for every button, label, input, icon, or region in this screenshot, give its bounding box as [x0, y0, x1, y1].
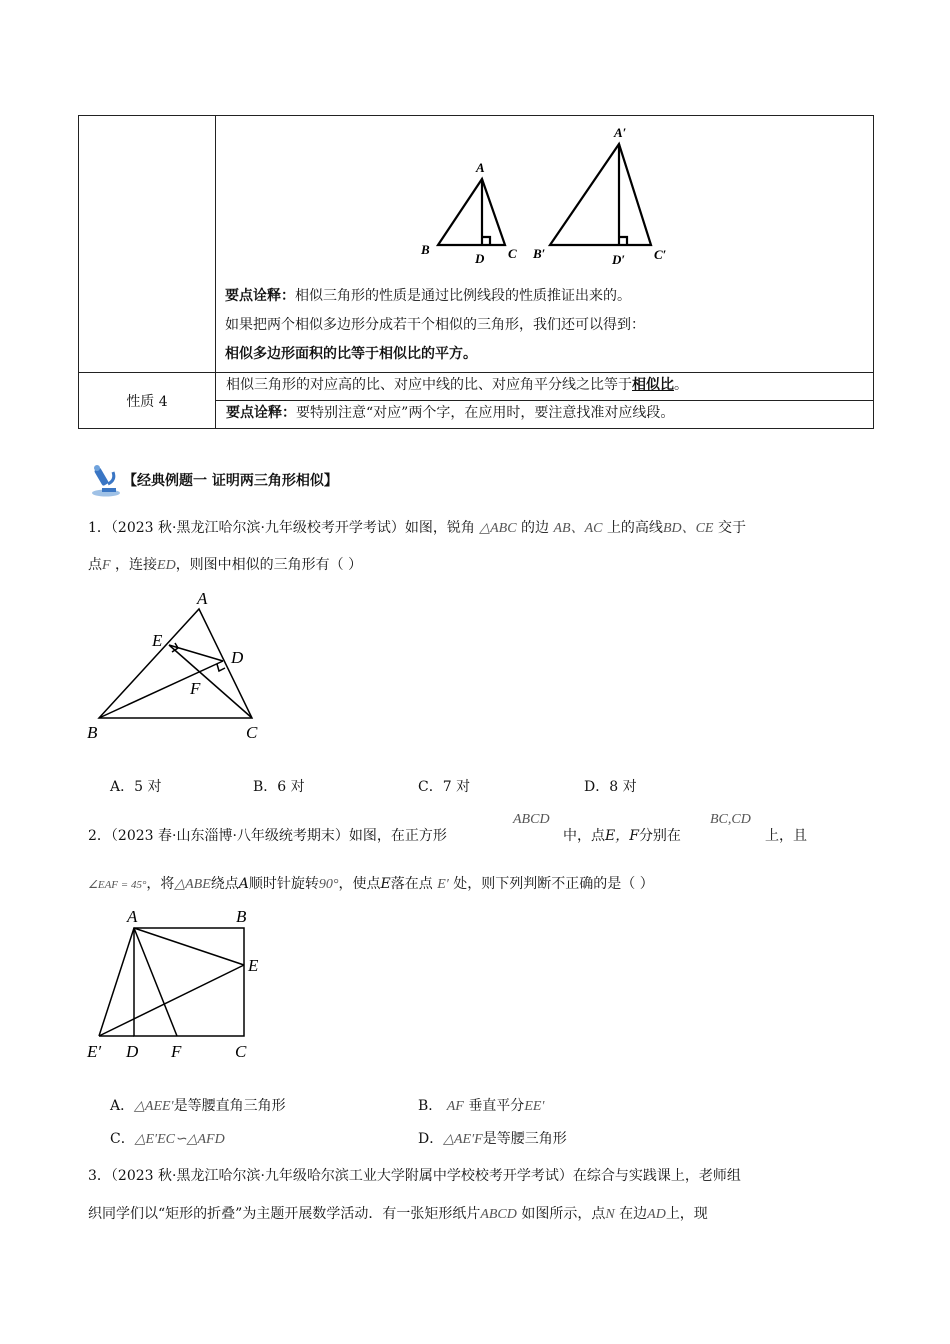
q1-option-b[interactable]: B．6 对 [253, 779, 305, 795]
label-B-prime: B′ [533, 246, 546, 261]
table-cell-empty [79, 116, 216, 373]
q2-line1b: 中，点E，F分别在 [563, 828, 681, 844]
q2-label-F: F [171, 1042, 182, 1061]
q1-option-a[interactable]: A．5 对 [110, 779, 162, 795]
q3-line1: 3．（2023 秋·黑龙江哈尔滨·九年级哈尔滨工业大学附属中学校校考开学考试）在综合与实践课上，老师组 [88, 1168, 741, 1184]
q2-option-c[interactable]: C．△E′EC∽△AFD [110, 1131, 225, 1147]
property-table [78, 115, 874, 429]
section-title: 【经典例题一 证明两三角形相似】 [123, 473, 338, 489]
q1-label-D: D [231, 648, 244, 667]
q2-line1c: 上，且 [765, 828, 807, 844]
note1-line2: 如果把两个相似多边形分成若干个相似的三角形，我们还可以得到： [225, 317, 645, 333]
q2-label-B: B [236, 907, 247, 926]
q1-line1: 1．（2023 秋·黑龙江哈尔滨·九年级校考开学考试）如图，锐角 △ABC 的边 AB、AC 上的高线BD、CE 交于 [88, 520, 746, 536]
q2-line2: ∠EAF = 45°，将△ABE绕点A顺时针旋转90°，使点E落在点 E′ 处，则下列判断不正确的是（ ） [88, 876, 654, 892]
q2-line1: 2．（2023 春·山东淄博·八年级统考期末）如图，在正方形 [88, 828, 447, 844]
q2-label-A: A [127, 907, 138, 926]
q1-figure [80, 585, 280, 745]
prop4-label-cell [79, 373, 216, 429]
q1-label-A: A [197, 589, 208, 608]
q1-label-E: E [152, 631, 163, 650]
q1-line2: 点F ，连接ED，则图中相似的三角形有（ ） [88, 557, 363, 573]
microscope-icon [88, 462, 124, 498]
q1-label-C: C [246, 723, 258, 742]
note2-cell: 要点诠释：要特别注意“对应”两个字，在应用时，要注意找准对应线段。 [216, 401, 874, 429]
similar-triangles-figure [216, 116, 873, 291]
q3-line2: 织同学们以“矩形的折叠”为主题开展数学活动．有一张矩形纸片ABCD 如图所示，点N 在边AD上，现 [88, 1206, 708, 1222]
q1-option-d[interactable]: D．8 对 [584, 779, 637, 795]
prop4-text-cell: 相似三角形的对应高的比、对应中线的比、对应角平分线之比等于相似比。 [216, 373, 874, 401]
label-A: A [476, 160, 485, 175]
label-C: C [508, 246, 517, 261]
label-D: D [475, 251, 485, 266]
q2-label-C: C [235, 1042, 247, 1061]
note1: 要点诠释：相似三角形的性质是通过比例线段的性质推证出来的。 [225, 288, 631, 304]
q2-math-bccd: BC,CD [710, 812, 751, 827]
q2-label-E-prime: E′ [87, 1042, 102, 1061]
q2-math-abcd: ABCD [513, 812, 550, 827]
q2-label-D: D [126, 1042, 139, 1061]
q2-option-b[interactable]: B． AF 垂直平分EE′ [418, 1098, 545, 1114]
q1-label-F: F [190, 679, 201, 698]
q2-option-d[interactable]: D．△AE′F是等腰三角形 [418, 1131, 567, 1147]
label-B: B [421, 242, 430, 257]
label-C-prime: C′ [654, 247, 667, 262]
q2-figure [80, 900, 280, 1065]
q2-label-E: E [248, 956, 259, 975]
prop4-name: 性质 4 [126, 393, 168, 410]
q1-option-c[interactable]: C．7 对 [418, 779, 471, 795]
table-cell-figure [216, 116, 874, 373]
q2-option-a[interactable]: A．△AEE′是等腰直角三角形 [110, 1098, 286, 1114]
note1-line3: 相似多边形面积的比等于相似比的平方。 [225, 346, 477, 362]
label-D-prime: D′ [612, 252, 626, 267]
q1-label-B: B [87, 723, 98, 742]
label-A-prime: A′ [614, 125, 627, 140]
